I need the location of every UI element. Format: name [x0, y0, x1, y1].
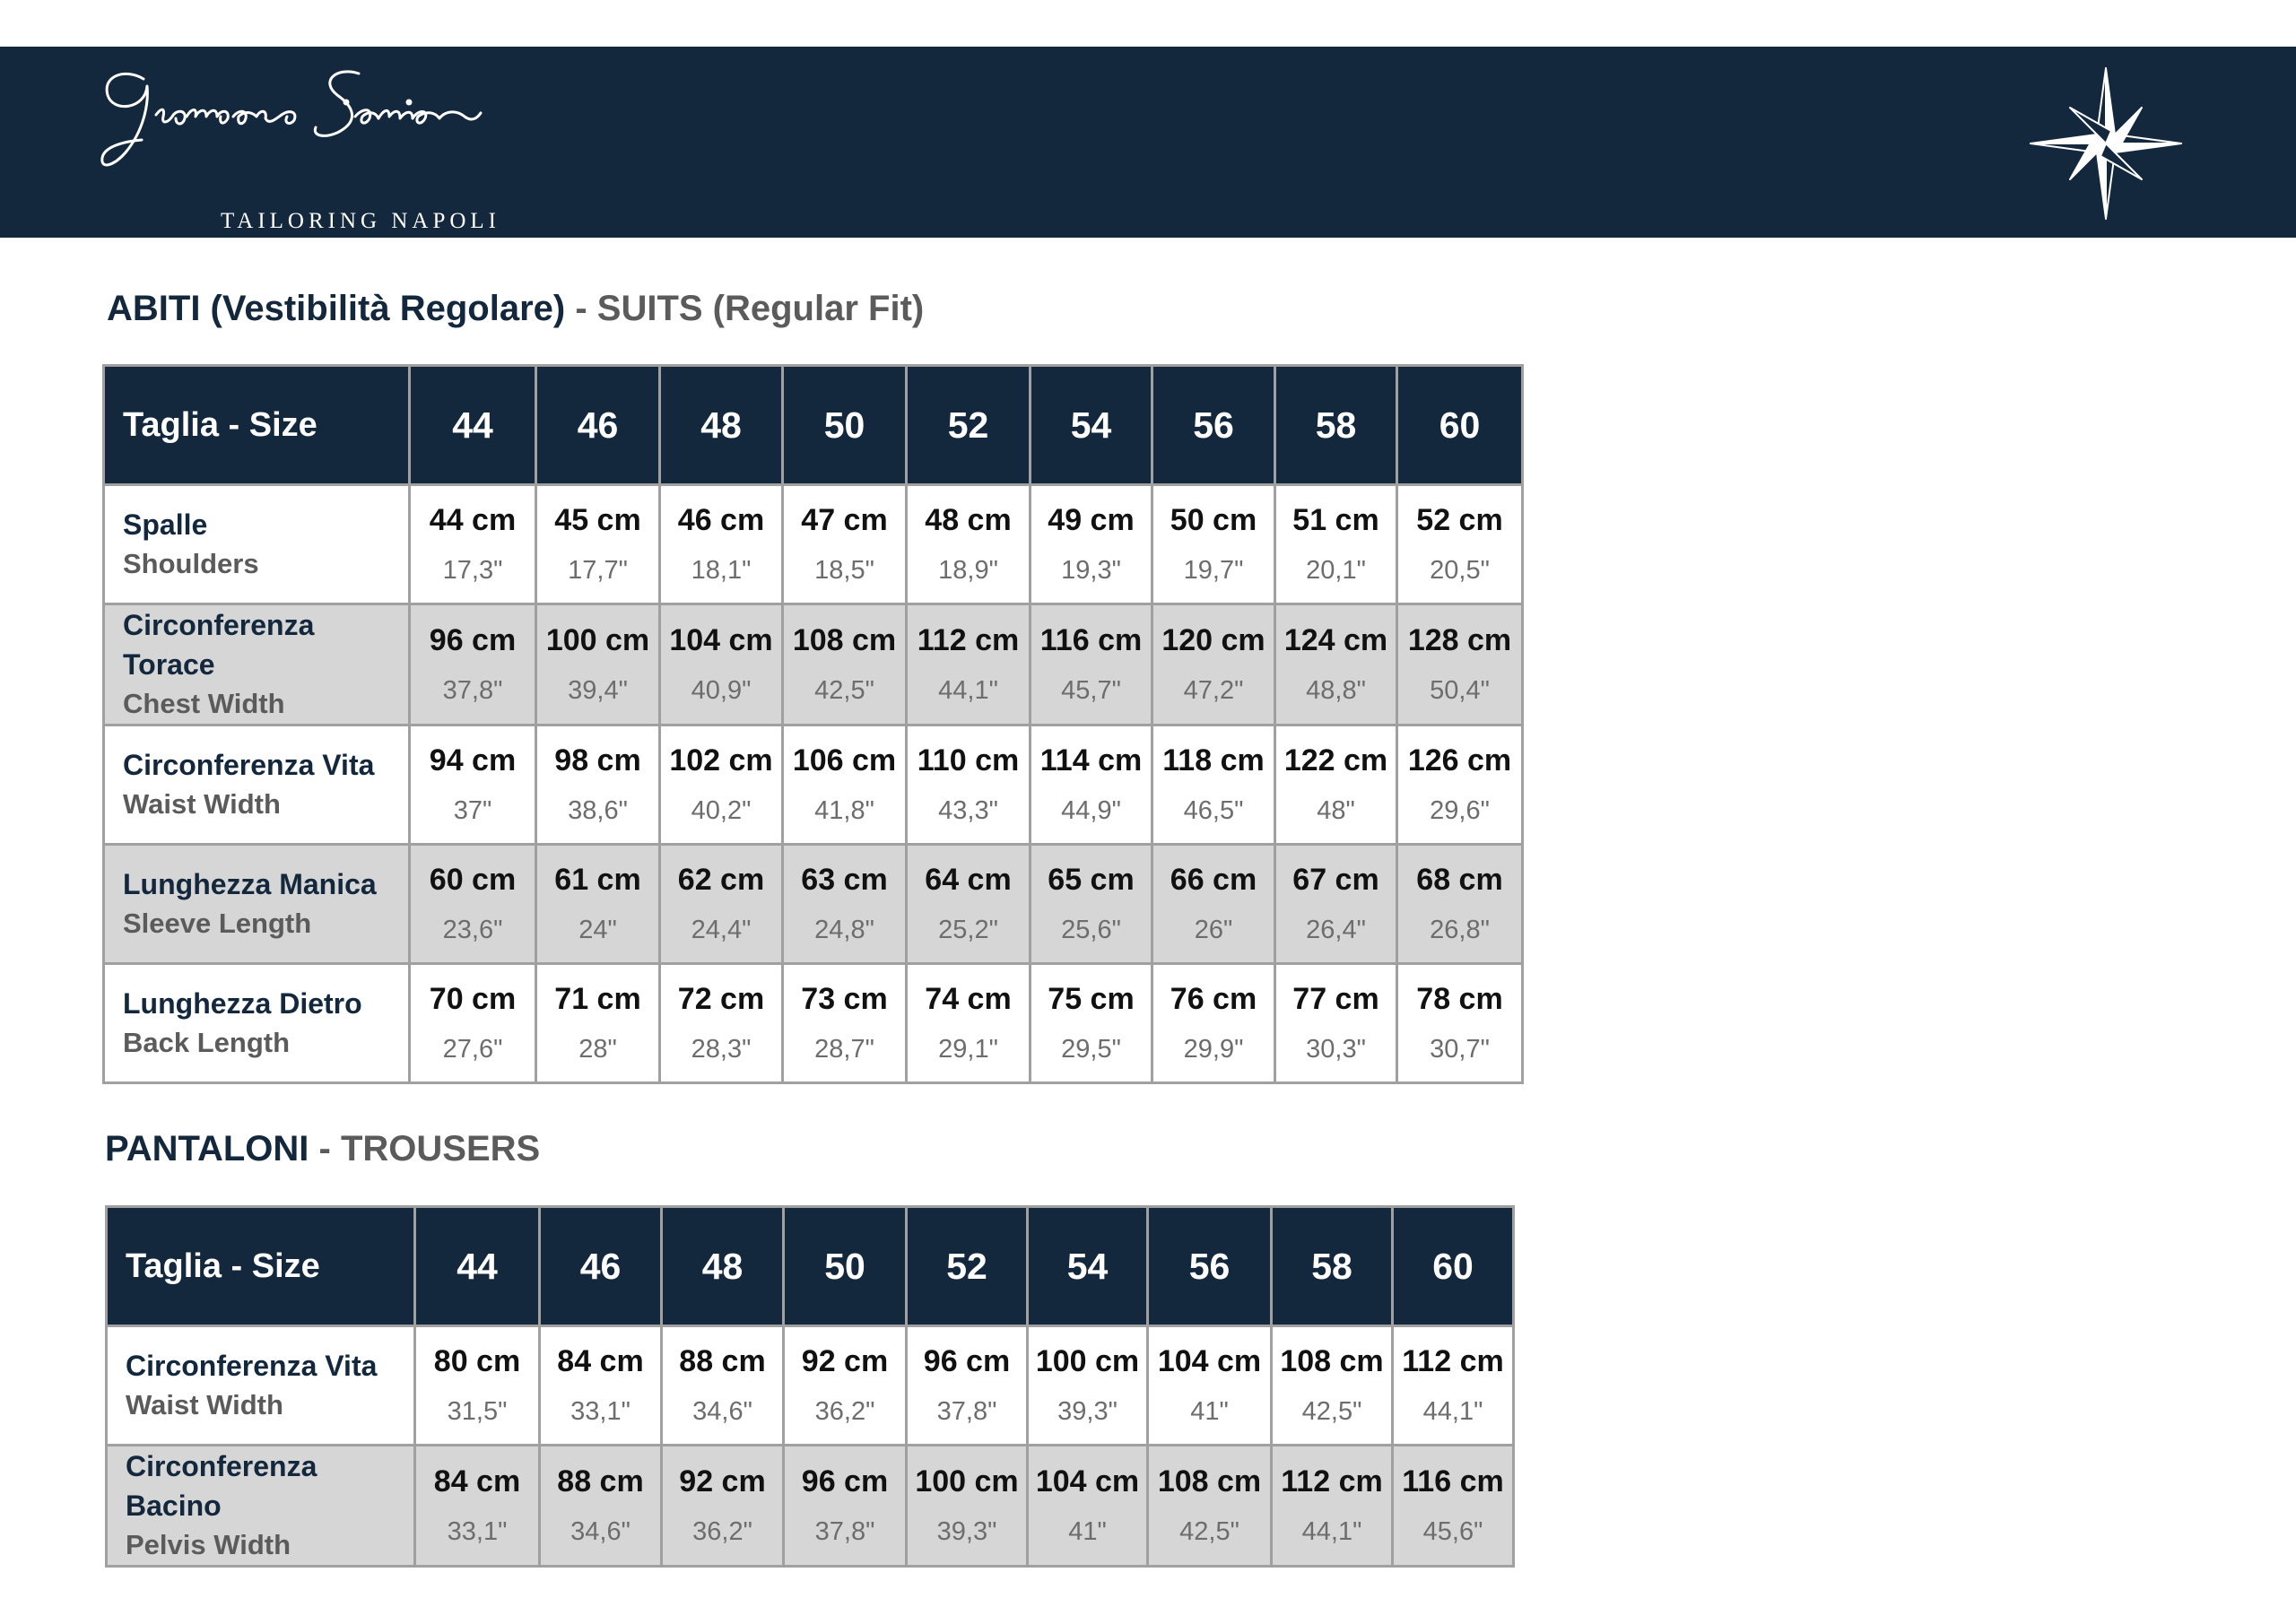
measurement-cell [907, 1326, 1028, 1446]
value-cm: 120 cm [1161, 623, 1265, 657]
suits-size-table [102, 364, 1524, 1084]
value-inches: 45,6" [1422, 1517, 1483, 1546]
value-cm: 88 cm [679, 1344, 766, 1378]
measurement-cell [1272, 1446, 1393, 1567]
value-inches: 48" [1317, 796, 1355, 825]
measurement-cell [1148, 1326, 1272, 1446]
value-cm: 112 cm [1281, 1464, 1383, 1498]
size-header-cell: 54 [1031, 366, 1152, 485]
value-inches: 17,3" [442, 556, 503, 585]
value-inches: 41" [1190, 1397, 1229, 1426]
value-cm: 76 cm [1170, 982, 1257, 1016]
value-cm: 102 cm [669, 743, 773, 777]
value-inches: 33,1" [570, 1397, 631, 1426]
value-inches: 36,2" [692, 1517, 752, 1546]
value-cm: 51 cm [1292, 503, 1379, 537]
measurement-cell [907, 725, 1031, 845]
value-inches: 34,6" [692, 1397, 752, 1426]
value-cm: 45 cm [554, 503, 641, 537]
measurement-cell [660, 725, 783, 845]
measurement-cell [1397, 845, 1523, 964]
measurement-row [107, 1326, 1514, 1446]
size-header-cell: 52 [907, 366, 1031, 485]
size-header-cell: 44 [410, 366, 536, 485]
trousers-size-table [105, 1205, 1515, 1568]
size-header-label: Taglia - Size [107, 1207, 415, 1326]
value-cm: 48 cm [925, 503, 1012, 537]
value-cm: 68 cm [1416, 863, 1503, 897]
measurement-cell [1152, 485, 1275, 604]
value-inches: 44,1" [1422, 1397, 1483, 1426]
value-inches: 44,1" [938, 676, 998, 705]
size-header-cell: 60 [1397, 366, 1523, 485]
measurement-row [104, 964, 1523, 1083]
value-cm: 70 cm [429, 982, 517, 1016]
value-inches: 38,6" [568, 796, 628, 825]
measurement-cell [536, 485, 660, 604]
value-cm: 92 cm [801, 1344, 889, 1378]
value-cm: 112 cm [917, 623, 1020, 657]
measurement-cell [410, 725, 536, 845]
value-cm: 114 cm [1039, 743, 1143, 777]
value-inches: 18,9" [938, 556, 998, 585]
measurement-cell [536, 604, 660, 725]
value-inches: 30,7" [1430, 1035, 1490, 1064]
measurement-row [107, 1446, 1514, 1567]
value-cm: 64 cm [925, 863, 1012, 897]
value-cm: 108 cm [1157, 1464, 1262, 1498]
size-header-cell: 56 [1148, 1207, 1272, 1326]
value-inches: 25,6" [1061, 916, 1121, 944]
trousers-title-separator: - [309, 1129, 341, 1168]
value-cm: 65 cm [1048, 863, 1135, 897]
measurement-label-english: Sleeve Length [123, 908, 312, 939]
suits-title-italian: ABITI (Vestibilità Regolare) [107, 289, 566, 328]
value-inches: 19,7" [1183, 556, 1244, 585]
value-cm: 96 cm [429, 623, 517, 657]
value-inches: 44,9" [1061, 796, 1121, 825]
value-inches: 45,7" [1061, 676, 1121, 705]
size-header-label: Taglia - Size [104, 366, 410, 485]
value-cm: 73 cm [801, 982, 888, 1016]
measurement-cell [536, 964, 660, 1083]
measurement-cell [536, 725, 660, 845]
measurement-cell [1397, 604, 1523, 725]
value-inches: 29,5" [1061, 1035, 1121, 1064]
measurement-cell [1031, 604, 1152, 725]
measurement-label [107, 1446, 415, 1567]
measurement-cell [1272, 1326, 1393, 1446]
measurement-label [104, 604, 410, 725]
value-cm: 116 cm [1402, 1464, 1504, 1498]
value-inches: 37,8" [442, 676, 503, 705]
value-cm: 88 cm [557, 1464, 644, 1498]
measurement-label-italian: Spalle [123, 508, 208, 541]
measurement-row [104, 725, 1523, 845]
value-inches: 24,8" [814, 916, 874, 944]
measurement-label-english: Shoulders [123, 548, 259, 579]
measurement-cell [1152, 604, 1275, 725]
value-cm: 96 cm [923, 1344, 1011, 1378]
value-inches: 24" [578, 916, 617, 944]
size-header-cell: 46 [540, 1207, 662, 1326]
measurement-cell [1148, 1446, 1272, 1567]
value-cm: 72 cm [677, 982, 765, 1016]
signature-logo [90, 59, 664, 176]
measurement-cell [1031, 964, 1152, 1083]
measurement-label-italian: Lunghezza Dietro [123, 987, 362, 1020]
value-cm: 100 cm [1035, 1344, 1140, 1378]
value-cm: 94 cm [429, 743, 517, 777]
measurement-cell [410, 964, 536, 1083]
value-cm: 46 cm [677, 503, 765, 537]
measurement-row [104, 604, 1523, 725]
measurement-cell [1152, 725, 1275, 845]
value-inches: 43,3" [938, 796, 998, 825]
value-inches: 41" [1068, 1517, 1107, 1546]
value-inches: 18,1" [691, 556, 752, 585]
measurement-label [104, 725, 410, 845]
value-cm: 106 cm [792, 743, 897, 777]
value-inches: 26,4" [1306, 916, 1366, 944]
measurement-cell [660, 604, 783, 725]
value-inches: 42,5" [814, 676, 874, 705]
value-cm: 104 cm [1157, 1344, 1262, 1378]
measurement-label-english: Chest Width [123, 688, 285, 719]
value-cm: 108 cm [1280, 1344, 1384, 1378]
value-inches: 19,3" [1061, 556, 1121, 585]
value-inches: 47,2" [1183, 676, 1244, 705]
value-inches: 24,4" [691, 916, 752, 944]
measurement-cell [1397, 485, 1523, 604]
measurement-cell [1275, 485, 1397, 604]
measurement-label-english: Waist Width [126, 1389, 283, 1420]
value-cm: 122 cm [1283, 743, 1388, 777]
suits-title-separator: - [565, 289, 597, 328]
value-inches: 25,2" [938, 916, 998, 944]
size-header-row [104, 366, 1523, 485]
size-header-cell: 50 [784, 1207, 907, 1326]
value-inches: 40,2" [691, 796, 752, 825]
measurement-label-italian: Circonferenza Torace [123, 609, 315, 681]
measurement-cell [907, 1446, 1028, 1567]
measurement-cell [907, 604, 1031, 725]
measurement-label [104, 964, 410, 1083]
value-cm: 84 cm [557, 1344, 644, 1378]
value-inches: 29,6" [1430, 796, 1490, 825]
measurement-cell [783, 725, 907, 845]
measurement-cell [1393, 1446, 1514, 1567]
value-inches: 37,8" [814, 1517, 875, 1546]
size-header-cell: 50 [783, 366, 907, 485]
measurement-cell [1275, 964, 1397, 1083]
value-inches: 39,3" [1057, 1397, 1118, 1426]
brand-header [0, 47, 2296, 238]
value-inches: 26" [1194, 916, 1233, 944]
value-cm: 92 cm [679, 1464, 766, 1498]
suits-section-title [107, 289, 924, 329]
value-inches: 42,5" [1179, 1517, 1239, 1546]
value-inches: 41,8" [814, 796, 874, 825]
measurement-cell [540, 1326, 662, 1446]
measurement-cell [783, 964, 907, 1083]
size-header-cell: 46 [536, 366, 660, 485]
value-cm: 61 cm [554, 863, 641, 897]
trousers-title-english: TROUSERS [340, 1129, 541, 1168]
measurement-label [104, 485, 410, 604]
size-header-row [107, 1207, 1514, 1326]
measurement-cell [1275, 604, 1397, 725]
measurement-cell [783, 604, 907, 725]
value-cm: 47 cm [801, 503, 888, 537]
value-inches: 40,9" [691, 676, 752, 705]
value-cm: 50 cm [1170, 503, 1257, 537]
value-inches: 26,8" [1430, 916, 1490, 944]
value-cm: 116 cm [1039, 623, 1143, 657]
value-inches: 44,1" [1301, 1517, 1362, 1546]
measurement-cell [907, 485, 1031, 604]
value-cm: 71 cm [554, 982, 641, 1016]
value-cm: 100 cm [915, 1464, 1019, 1498]
value-cm: 80 cm [433, 1344, 521, 1378]
value-inches: 33,1" [447, 1517, 508, 1546]
measurement-cell [783, 845, 907, 964]
measurement-cell [410, 604, 536, 725]
value-inches: 48,8" [1306, 676, 1366, 705]
measurement-label-english: Pelvis Width [126, 1529, 291, 1560]
size-header-cell: 58 [1275, 366, 1397, 485]
measurement-cell [660, 964, 783, 1083]
size-header-cell: 60 [1393, 1207, 1514, 1326]
measurement-cell [662, 1446, 784, 1567]
value-inches: 23,6" [442, 916, 503, 944]
measurement-cell [1393, 1326, 1514, 1446]
value-cm: 110 cm [917, 743, 1020, 777]
value-inches: 34,6" [570, 1517, 631, 1546]
value-cm: 96 cm [801, 1464, 889, 1498]
value-cm: 78 cm [1416, 982, 1503, 1016]
measurement-cell [662, 1326, 784, 1446]
measurement-label-english: Back Length [123, 1027, 291, 1058]
size-header-cell: 54 [1028, 1207, 1148, 1326]
measurement-cell [907, 964, 1031, 1083]
measurement-cell [1031, 725, 1152, 845]
value-inches: 29,1" [938, 1035, 998, 1064]
value-inches: 28,7" [814, 1035, 874, 1064]
measurement-cell [1397, 725, 1523, 845]
measurement-cell [783, 485, 907, 604]
value-cm: 126 cm [1407, 743, 1512, 777]
value-inches: 27,6" [442, 1035, 503, 1064]
measurement-label-english: Waist Width [123, 788, 281, 820]
value-cm: 67 cm [1292, 863, 1379, 897]
value-inches: 50,4" [1430, 676, 1490, 705]
measurement-cell [1031, 485, 1152, 604]
value-inches: 17,7" [568, 556, 628, 585]
value-inches: 42,5" [1301, 1397, 1362, 1426]
value-cm: 112 cm [1402, 1344, 1504, 1378]
value-inches: 30,3" [1306, 1035, 1366, 1064]
measurement-cell [1152, 964, 1275, 1083]
measurement-label [107, 1326, 415, 1446]
measurement-cell [660, 485, 783, 604]
value-cm: 60 cm [429, 863, 517, 897]
value-inches: 28,3" [691, 1035, 752, 1064]
value-inches: 39,4" [568, 676, 628, 705]
measurement-cell [410, 485, 536, 604]
value-cm: 74 cm [925, 982, 1012, 1016]
measurement-cell [536, 845, 660, 964]
measurement-label-italian: Lunghezza Manica [123, 868, 377, 900]
size-header-cell: 48 [660, 366, 783, 485]
measurement-cell [784, 1326, 907, 1446]
trousers-title-italian: PANTALONI [105, 1129, 309, 1168]
size-header-cell: 56 [1152, 366, 1275, 485]
measurement-cell [1028, 1326, 1148, 1446]
value-inches: 29,9" [1183, 1035, 1244, 1064]
value-cm: 52 cm [1416, 503, 1503, 537]
value-inches: 37,8" [936, 1397, 997, 1426]
size-header-cell: 44 [415, 1207, 540, 1326]
value-cm: 100 cm [545, 623, 650, 657]
measurement-cell [907, 845, 1031, 964]
measurement-cell [410, 845, 536, 964]
measurement-cell [1152, 845, 1275, 964]
brand-logo [90, 59, 664, 233]
measurement-cell [415, 1326, 540, 1446]
measurement-label-italian: Circonferenza Vita [126, 1350, 378, 1382]
value-cm: 118 cm [1162, 743, 1265, 777]
value-cm: 49 cm [1048, 503, 1135, 537]
value-cm: 44 cm [429, 503, 517, 537]
measurement-cell [784, 1446, 907, 1567]
value-inches: 36,2" [814, 1397, 875, 1426]
size-header-cell: 48 [662, 1207, 784, 1326]
value-cm: 104 cm [1035, 1464, 1140, 1498]
trousers-section-title [105, 1129, 540, 1169]
size-header-cell: 58 [1272, 1207, 1393, 1326]
value-cm: 62 cm [677, 863, 765, 897]
value-cm: 84 cm [433, 1464, 521, 1498]
value-cm: 63 cm [801, 863, 888, 897]
measurement-cell [1275, 725, 1397, 845]
measurement-cell [1275, 845, 1397, 964]
value-inches: 28" [578, 1035, 617, 1064]
value-cm: 104 cm [669, 623, 773, 657]
value-inches: 20,5" [1430, 556, 1490, 585]
value-cm: 75 cm [1048, 982, 1135, 1016]
value-cm: 124 cm [1283, 623, 1388, 657]
size-header-cell: 52 [907, 1207, 1028, 1326]
value-inches: 20,1" [1306, 556, 1366, 585]
measurement-label-italian: Circonferenza Bacino [126, 1450, 317, 1522]
value-inches: 39,3" [936, 1517, 997, 1546]
measurement-cell [1031, 845, 1152, 964]
value-inches: 18,5" [814, 556, 874, 585]
value-cm: 66 cm [1170, 863, 1257, 897]
brand-tagline: TAILORING NAPOLI [221, 209, 500, 233]
measurement-label-italian: Circonferenza Vita [123, 749, 375, 781]
measurement-row [104, 485, 1523, 604]
value-inches: 31,5" [447, 1397, 508, 1426]
measurement-cell [415, 1446, 540, 1567]
value-cm: 98 cm [554, 743, 641, 777]
suits-title-english: SUITS (Regular Fit) [596, 289, 925, 328]
measurement-label [104, 845, 410, 964]
measurement-row [104, 845, 1523, 964]
value-cm: 128 cm [1407, 623, 1512, 657]
compass-star-icon [2025, 63, 2187, 224]
measurement-cell [540, 1446, 662, 1567]
value-inches: 46,5" [1183, 796, 1244, 825]
measurement-cell [1397, 964, 1523, 1083]
value-cm: 108 cm [792, 623, 897, 657]
measurement-cell [660, 845, 783, 964]
measurement-cell [1028, 1446, 1148, 1567]
value-inches: 37" [453, 796, 492, 825]
value-cm: 77 cm [1292, 982, 1379, 1016]
